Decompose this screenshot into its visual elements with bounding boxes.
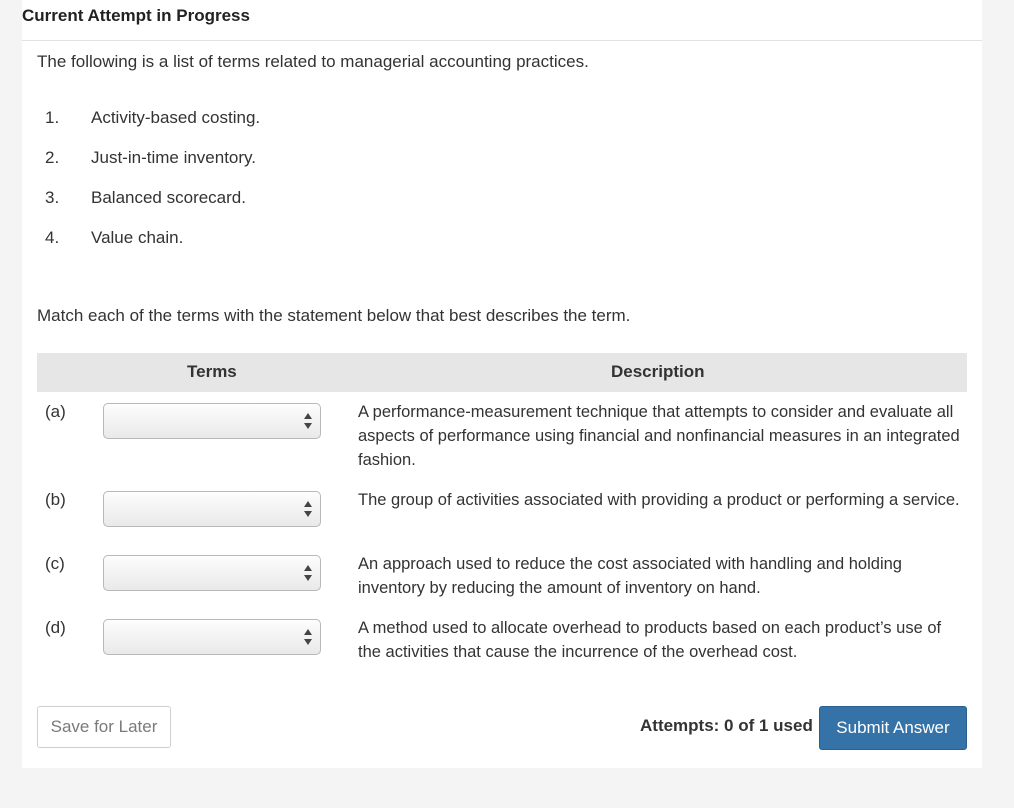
term-select-a[interactable] xyxy=(103,403,321,439)
submit-answer-button[interactable]: Submit Answer xyxy=(819,706,967,750)
term-number: 2. xyxy=(45,148,60,167)
instruction-text: Match each of the terms with the statement below that best describes the term. xyxy=(37,306,631,325)
table-row-c xyxy=(37,544,967,608)
updown-arrows-icon xyxy=(303,499,313,519)
row-description: An approach used to reduce the cost associated with handling and holding inventory by reducing the amount of inventory on hand. xyxy=(358,555,902,597)
term-number: 4. xyxy=(45,228,60,247)
row-label: (d) xyxy=(45,618,66,637)
term-select-d[interactable] xyxy=(103,619,321,655)
table-row-b xyxy=(37,480,967,544)
intro-text: The following is a list of terms related to managerial accounting practices. xyxy=(37,52,589,71)
question-card xyxy=(22,0,982,768)
updown-arrows-icon xyxy=(303,627,313,647)
term-text: Activity-based costing. xyxy=(91,108,261,127)
term-text: Just-in-time inventory. xyxy=(91,148,257,167)
table-row-a xyxy=(37,392,967,480)
term-number: 3. xyxy=(45,188,60,207)
attempts-counter: Attempts: 0 of 1 used xyxy=(640,716,813,735)
table-row-d xyxy=(37,608,967,672)
table-header xyxy=(37,353,967,392)
column-header-description: Description xyxy=(611,362,705,381)
term-select-c[interactable] xyxy=(103,555,321,591)
term-text: Value chain. xyxy=(91,228,184,247)
matching-table xyxy=(37,353,967,672)
card-header xyxy=(22,0,982,41)
row-label: (c) xyxy=(45,554,65,573)
updown-arrows-icon xyxy=(303,563,313,583)
row-description: The group of activities associated with providing a product or performing a service. xyxy=(358,491,960,509)
column-header-terms: Terms xyxy=(187,362,237,381)
save-for-later-button[interactable]: Save for Later xyxy=(37,706,171,748)
row-description: A method used to allocate overhead to products based on each product’s use of the activities that cause the incurrence of the overhead cost. xyxy=(358,619,942,661)
row-label: (a) xyxy=(45,402,66,421)
term-select-b[interactable] xyxy=(103,491,321,527)
row-label: (b) xyxy=(45,490,66,509)
term-text: Balanced scorecard. xyxy=(91,188,246,207)
updown-arrows-icon xyxy=(303,411,313,431)
page-title: Current Attempt in Progress xyxy=(22,6,250,25)
term-number: 1. xyxy=(45,108,60,127)
row-description: A performance-measurement technique that attempts to consider and evaluate all aspects of performance using financial and nonfinancial measures in an integrated fashion. xyxy=(358,403,960,469)
